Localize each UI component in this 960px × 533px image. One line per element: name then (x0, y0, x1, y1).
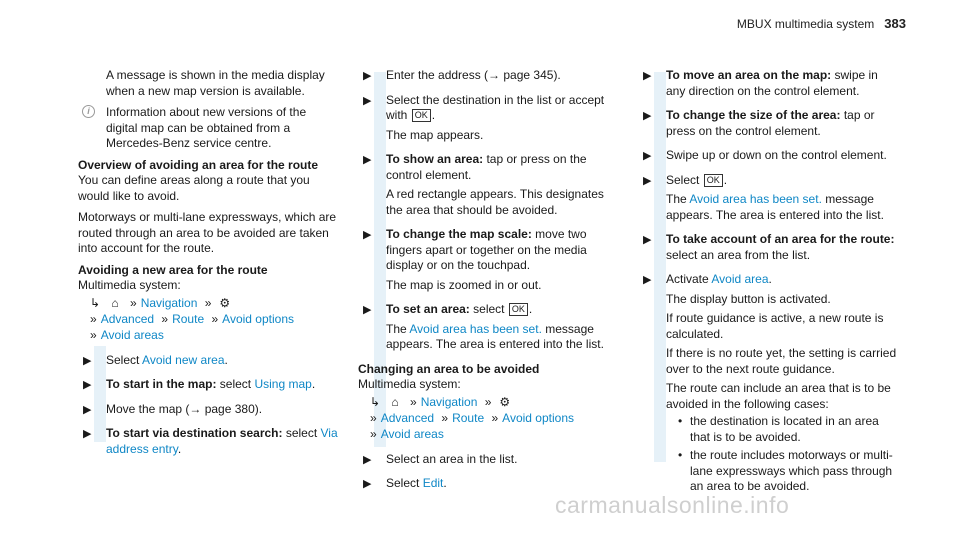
step-arrow-icon: ▶ (83, 403, 92, 416)
info-icon: i (82, 105, 95, 118)
list-item: • the destination is located in an area that is to be avoided. (678, 414, 900, 445)
system-label: Multimedia system: (358, 377, 461, 391)
avoiding-heading: Avoiding a new area for the route (78, 262, 268, 277)
ok-button-icon[interactable]: OK (704, 174, 723, 187)
chevron-icon: » (130, 295, 137, 310)
step-arrow-icon: ▶ (363, 453, 372, 466)
step-arrow-icon: ▶ (643, 150, 652, 162)
step-select-edit: ▶ Select Edit. (358, 476, 620, 492)
step-select-area-in-list: ▶ Select an area in the list. (358, 452, 620, 468)
ok-button-icon[interactable]: OK (509, 303, 528, 316)
gear-icon[interactable]: ⚙ (499, 394, 511, 409)
path-navigation[interactable]: Navigation (140, 295, 198, 310)
menu-path (78, 296, 340, 344)
chevron-icon: » (211, 311, 219, 326)
path-route[interactable]: Route (172, 311, 205, 326)
column-2 (358, 68, 620, 501)
step-swipe: ▶ Swipe up or down on the control element. (638, 148, 900, 164)
avoid-area-set-message: Avoid area has been set. (689, 192, 822, 206)
step-select-destination: ▶ Select the destination in the list or accept with OK . The map appears. (363, 92, 605, 142)
step-move-area: ▶ To move an area on the map: swipe in any direction on the control element. (643, 68, 878, 98)
path-advanced[interactable]: Advanced (380, 410, 435, 425)
path-avoid-areas[interactable]: Avoid areas (380, 426, 444, 441)
menu-path (358, 395, 620, 443)
step-show-area: ▶ To show an area: tap or press on the control element. A red rectangle appears. This designates the area that should be avoided. (363, 152, 604, 217)
via-address-entry-link[interactable]: Via address entry (106, 426, 338, 456)
info-text: Information about new versions of the digital map can be obtained from a Mercedes-Benz service centre. (106, 105, 307, 150)
cases-list (666, 414, 900, 495)
step-enter-address: ▶ Enter the address (→ page 345). (358, 68, 620, 84)
overview-heading: Overview of avoiding an area for the route (78, 157, 319, 172)
edit-link[interactable]: Edit (422, 476, 444, 490)
chevron-icon: » (370, 410, 377, 425)
avoid-new-area-link[interactable]: Avoid new area (142, 352, 225, 367)
path-avoid-areas[interactable]: Avoid areas (100, 327, 164, 342)
chevron-icon: » (491, 410, 499, 425)
step-start-in-map: ▶ To start in the map: select Using map. (78, 377, 340, 393)
page-number: 383 (884, 16, 906, 31)
info-note (78, 105, 340, 152)
path-avoid-options[interactable]: Avoid options (222, 311, 294, 326)
avoid-area-link[interactable]: Avoid area (711, 272, 769, 286)
step-select-avoid-new-area: ▶ Select Avoid new area. (78, 353, 340, 369)
step-select-ok: ▶ Select OK . The Avoid area has been set. message appears. The area is entered into the list. (643, 172, 884, 222)
changing-heading: Changing an area to be avoided (358, 361, 540, 376)
page-header-title: MBUX multimedia system (736, 17, 875, 31)
step-arrow-icon: ▶ (643, 234, 652, 246)
path-advanced[interactable]: Advanced (100, 311, 155, 326)
list-item: • the route includes motorways or multi-lane expressways which pass through an area to be avoided. (678, 448, 900, 495)
motorways-text: Motorways or multi-lane expressways, which are routed through an area to be avoided are taken into account for the route. (78, 210, 337, 255)
chevron-icon: » (161, 311, 169, 326)
path-avoid-options[interactable]: Avoid options (502, 410, 574, 425)
using-map-link[interactable]: Using map (254, 377, 312, 391)
step-arrow-icon: ▶ (363, 94, 372, 107)
step-arrow-icon: ▶ (363, 229, 372, 241)
chevron-icon: » (484, 394, 492, 409)
step-arrow-icon: ▶ (643, 110, 652, 122)
chevron-icon: » (410, 394, 417, 409)
step-move-map: ▶ Move the map (→ page 380). (78, 402, 340, 418)
step-arrow-icon: ▶ (643, 70, 652, 82)
step-destination-search: ▶ To start via destination search: select Via address entry. (83, 426, 338, 456)
column-1 (78, 68, 340, 466)
watermark: carmanualsonline.info (555, 492, 790, 518)
ok-button-icon[interactable]: OK (412, 109, 431, 122)
step-arrow-icon: ▶ (363, 478, 372, 490)
step-arrow-icon: ▶ (363, 70, 372, 82)
step-set-area: ▶ To set an area: select OK . The Avoid area has been set. message appears. The area is entered into the list. (363, 302, 604, 351)
gear-icon[interactable]: ⚙ (219, 295, 231, 310)
chevron-icon: » (204, 295, 212, 310)
step-arrow-icon: ▶ (643, 274, 652, 286)
home-icon: ⌂ (391, 394, 399, 409)
chevron-icon: » (90, 311, 97, 326)
step-change-area-size: ▶ To change the size of the area: tap or press on the control element. (643, 108, 875, 138)
step-arrow-icon: ▶ (363, 304, 372, 316)
return-arrow-icon: ↳ (370, 394, 381, 409)
chevron-icon: » (370, 426, 377, 441)
chevron-icon: » (441, 410, 449, 425)
home-icon: ⌂ (111, 295, 119, 310)
step-arrow-icon: ▶ (363, 154, 372, 166)
intro-text: A message is shown in the media display when a new map version is available. (106, 68, 325, 98)
step-arrow-icon: ▶ (83, 379, 92, 391)
step-arrow-icon: ▶ (83, 428, 92, 440)
avoid-area-set-message: Avoid area has been set. (409, 321, 542, 336)
path-navigation[interactable]: Navigation (420, 394, 478, 409)
page-header (737, 16, 906, 33)
step-take-account: ▶ To take account of an area for the route: select an area from the list. (643, 232, 895, 262)
step-change-map-scale: ▶ To change the map scale: move two fingers apart or together on the media display or on the touchpad. The map is zoomed in or out. (363, 227, 587, 292)
step-arrow-icon: ▶ (643, 174, 652, 187)
step-activate-avoid-area: ▶ Activate Avoid area. The display button is activated. If route guidance is active, a new route is calculated. If there is no route yet, the setting is carried over to the next route guidance. The route can include an area that is to be avoided in the following cases: • the destination is located in an area that is to be avoided. • the route includes motorways or multi-lane expressways which pass through an area to be avoided. (638, 272, 900, 495)
chevron-icon: » (90, 327, 97, 342)
return-arrow-icon: ↳ (90, 295, 101, 310)
column-3 (638, 68, 900, 504)
system-label: Multimedia system: (78, 278, 181, 292)
path-route[interactable]: Route (452, 410, 485, 425)
step-arrow-icon: ▶ (83, 354, 92, 367)
overview-text: You can define areas along a route that you would like to avoid. (78, 173, 310, 203)
